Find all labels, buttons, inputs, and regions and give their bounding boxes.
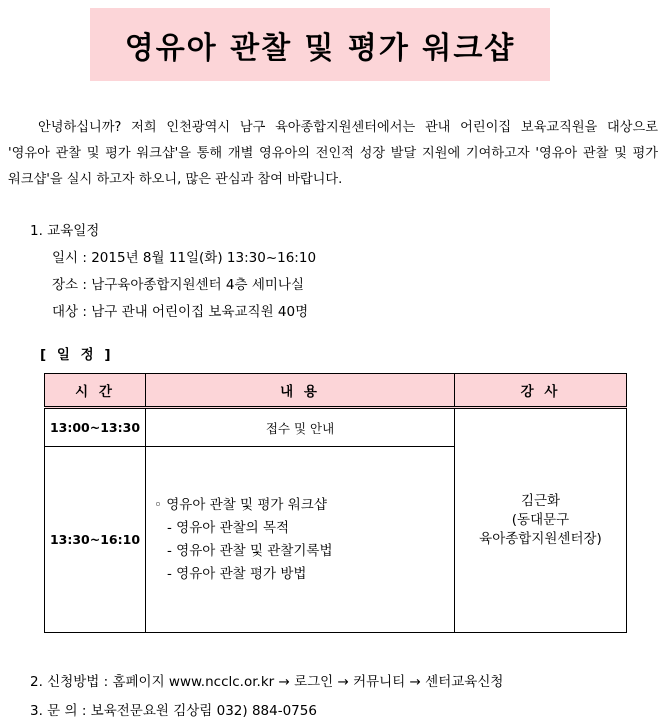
inquiry-contact: 3. 문 의 : 보육전문요원 김상림 032) 884-0756 [30, 703, 317, 719]
instructor-org: (동대문구 [511, 512, 570, 528]
row1-time: 13:00~13:30 [45, 408, 146, 447]
intro-paragraph: 안녕하십니까? 저희 인천광역시 남구 육아종합지원센터에서는 관내 어린이집 보육교직원을 대상으로 '영유아 관찰 및 평가 워크샵'을 통해 개별 영유아의 전인적 성장 발달 지원에 기여하고자 '영유아 관찰 및 평가 워크샵'을 실시 하고자 하오니, 많은 관심과 참여 바랍니다. [8, 120, 658, 187]
header-instructor: 강 사 [455, 374, 627, 408]
section1-date: 일시 : 2015년 8월 11일(화) 13:30~16:10 [52, 250, 317, 266]
row2-content-main: ◦ 영유아 관찰 및 평가 워크샵 [154, 496, 327, 513]
document-title: 영유아 관찰 및 평가 워크샵 [124, 30, 516, 66]
schedule-table [44, 373, 627, 633]
application-method: 2. 신청방법 : 홈페이지 www.ncclc.or.kr → 로그인 → 커뮤니티 → 센터교육신청 [30, 674, 504, 690]
row2-content-sub3: - 영유아 관찰 평가 방법 [167, 565, 307, 582]
section1-target: 대상 : 남구 관내 어린이집 보육교직원 40명 [52, 304, 309, 320]
section1-place: 장소 : 남구육아종합지원센터 4층 세미나실 [52, 277, 304, 293]
row2-time: 13:30~16:10 [45, 447, 146, 633]
education-schedule-section [30, 218, 316, 326]
row2-content [146, 447, 455, 633]
schedule-label: [ 일 정 ] [40, 347, 114, 363]
row1-content: 접수 및 안내 [146, 408, 455, 447]
row2-content-sub1: - 영유아 관찰의 목적 [167, 519, 290, 536]
table-row [45, 408, 627, 447]
instructor-cell [455, 408, 627, 633]
instructor-title: 육아종합지원센터장) [479, 531, 602, 547]
instructor-name: 김근화 [520, 493, 561, 509]
header-content: 내 용 [146, 374, 455, 408]
row2-content-sub2: - 영유아 관찰 및 관찰기록법 [167, 542, 333, 559]
header-time: 시 간 [45, 374, 146, 408]
section1-heading: 1. 교육일정 [30, 223, 100, 239]
table-header-row [45, 374, 627, 408]
title-banner [90, 8, 550, 81]
